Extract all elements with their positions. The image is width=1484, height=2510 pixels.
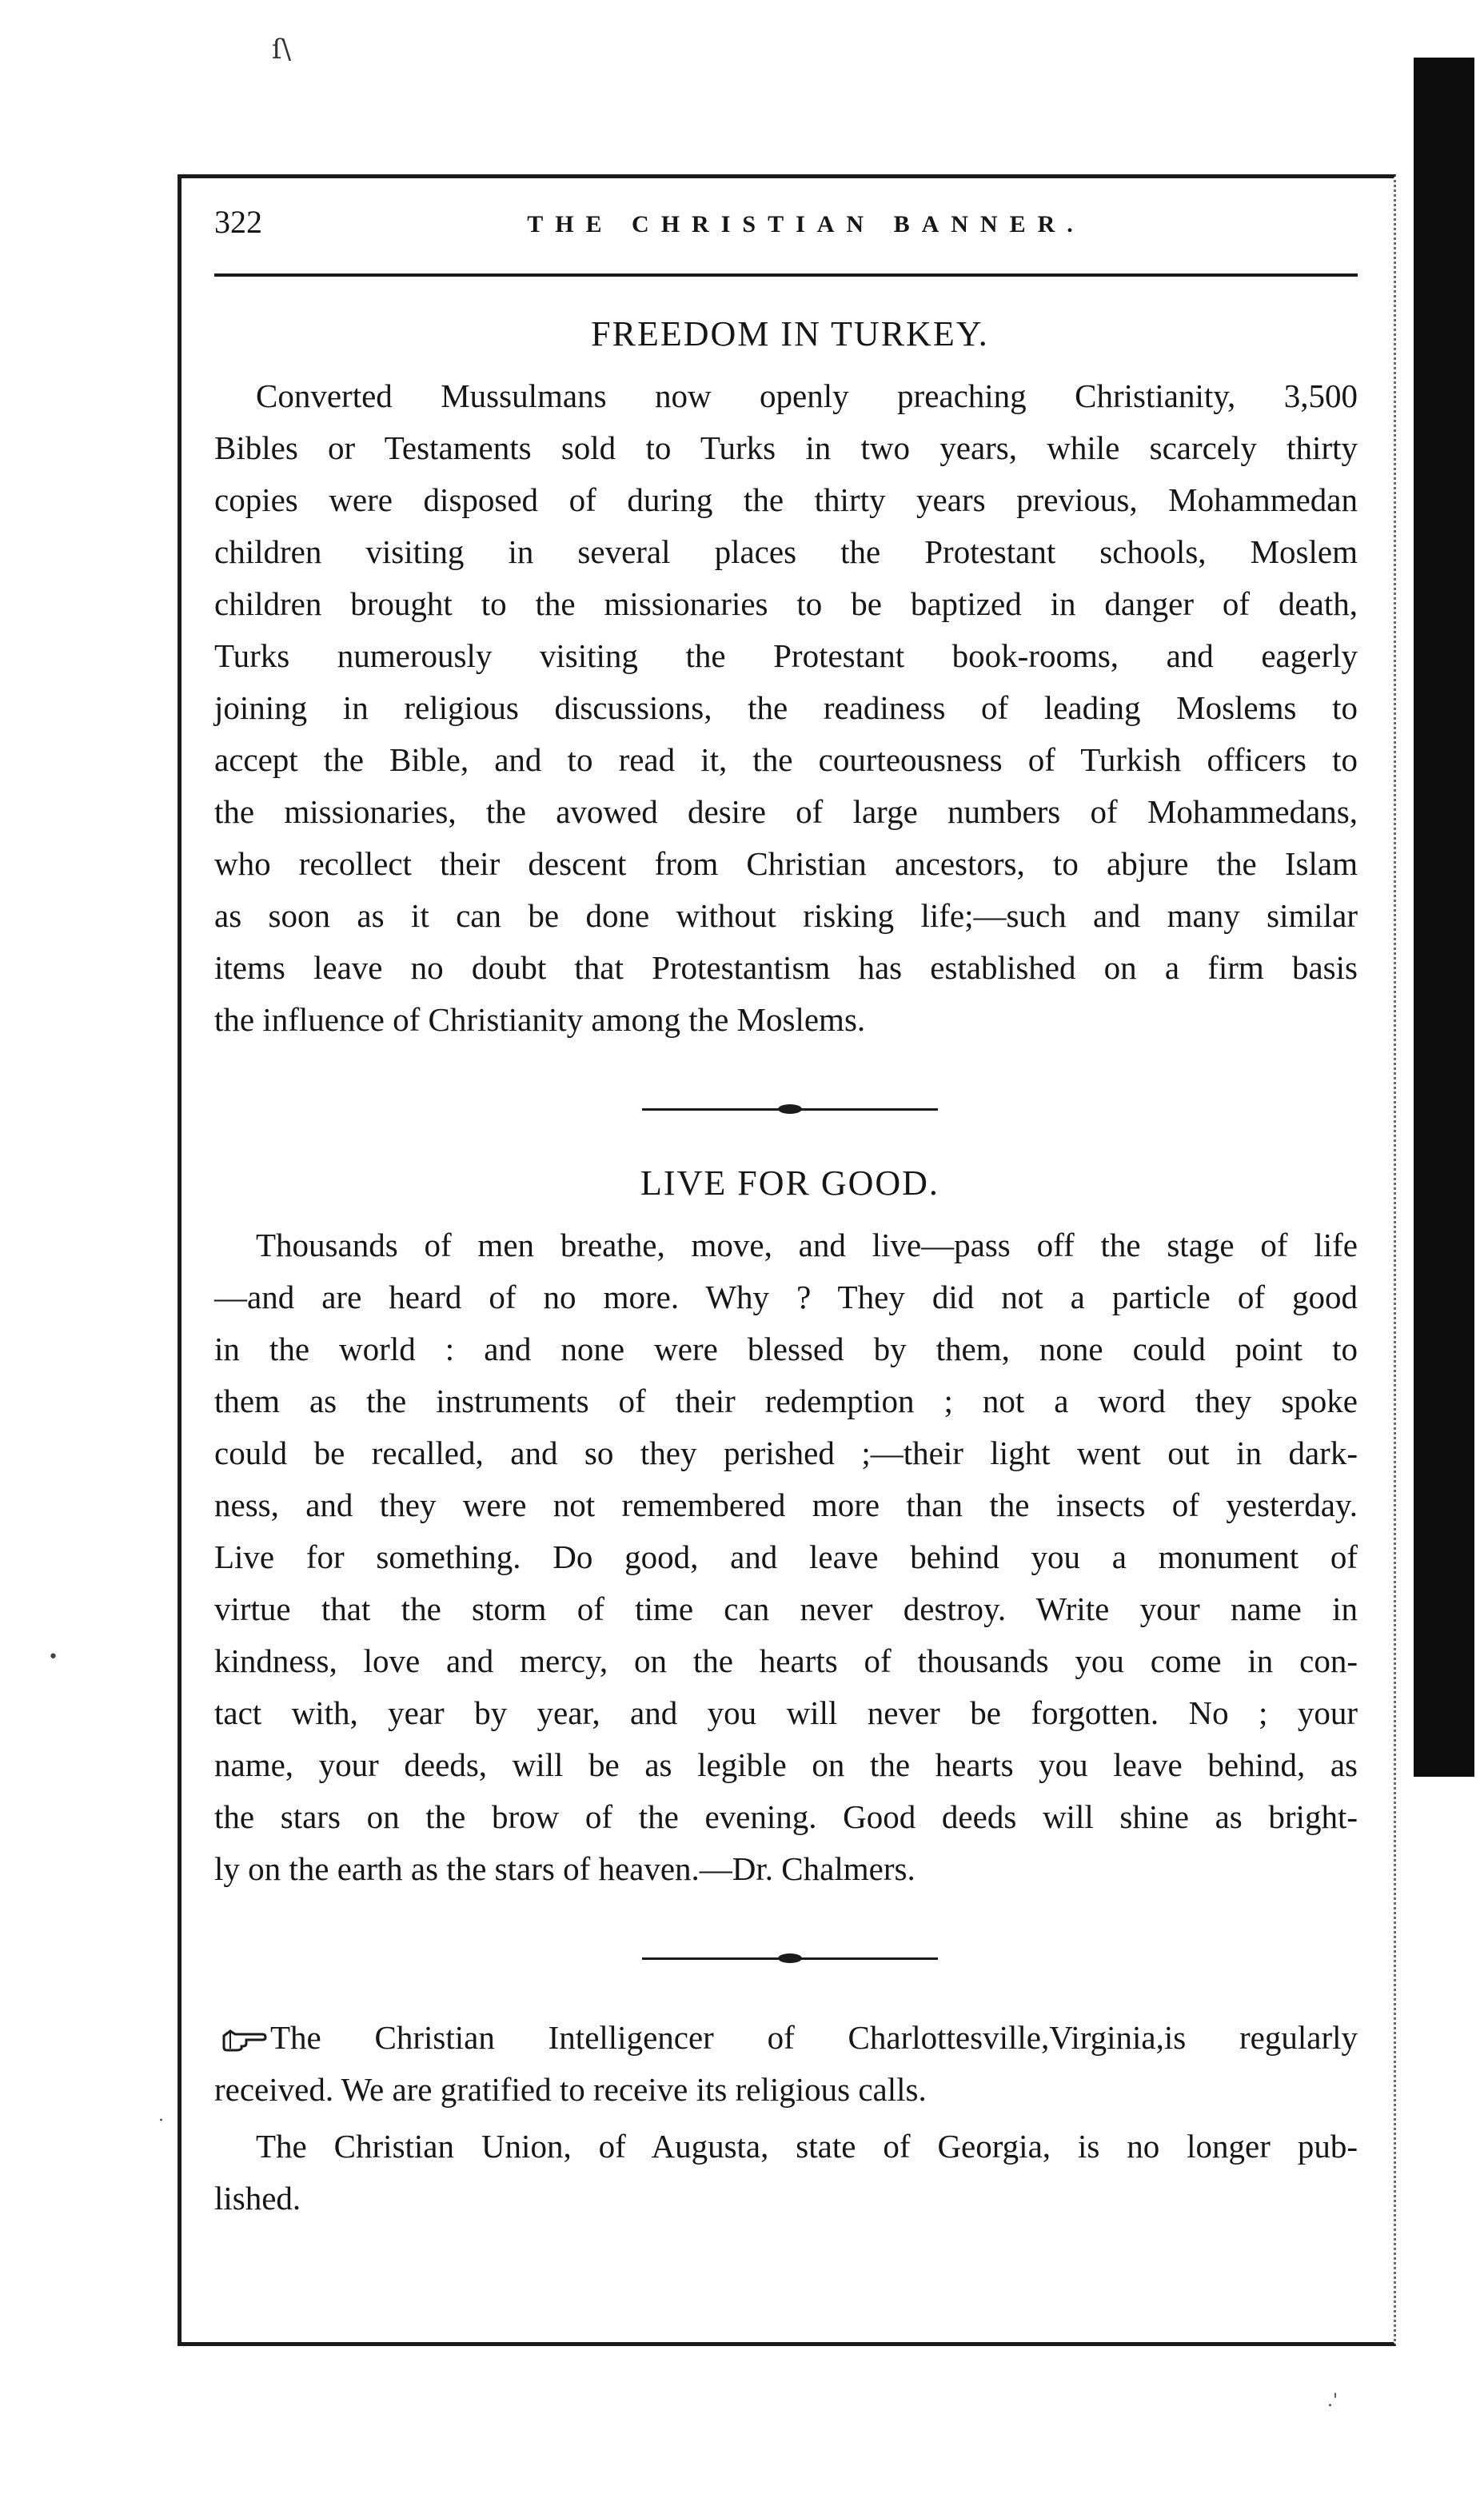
notice-line: The Christian Intelligencer of Charlottesville,Virginia,is regularly: [270, 2019, 1358, 2056]
text-line: The Christian Union, of Augusta, state of Georgia, is no longer pub-: [256, 2128, 1358, 2165]
text-line: kindness, love and mercy, on the hearts of thousands you come in con-: [214, 1642, 1358, 1679]
text-line: received. We are gratified to receive its religious calls.: [214, 2071, 927, 2108]
text-line: ness, and they were not remembered more than the insects of yesterday.: [214, 1486, 1358, 1523]
text-line: the stars on the brow of the evening. Good deeds will shine as bright-: [214, 1798, 1358, 1835]
header-rule: [214, 273, 1358, 277]
text-line: Converted Mussulmans now openly preaching Christianity, 3,500: [256, 377, 1358, 414]
margin-speck: ·: [158, 2111, 164, 2131]
page-header: [214, 195, 1366, 259]
text-line: copies were disposed of during the thirty years previous, Mohammedan: [214, 481, 1358, 518]
divider-ornament: [778, 1953, 802, 1963]
text-line: —and are heard of no more. Why ? They did not a particle of good: [214, 1279, 1358, 1315]
text-line: items leave no doubt that Protestantism has established on a firm basis: [214, 949, 1358, 986]
page-number: 322: [214, 204, 262, 240]
book-spine-shadow: [1414, 58, 1474, 1777]
text-line: children brought to the missionaries to be baptized in danger of death,: [214, 585, 1358, 622]
section-divider: [642, 1953, 938, 1964]
margin-speck: •: [48, 1647, 58, 1667]
page-content: [214, 195, 1366, 2225]
scan-mark: ſ\: [272, 34, 292, 66]
text-line: the missionaries, the avowed desire of large numbers of Mohammedans,: [214, 793, 1358, 830]
text-line: could be recalled, and so they perished ;—their light went out in dark-: [214, 1435, 1358, 1471]
article-title-live-for-good: LIVE FOR GOOD.: [640, 1163, 939, 1203]
notice-christian-intelligencer: [214, 2012, 1358, 2116]
text-line: children visiting in several places the Protestant schools, Moslem: [214, 533, 1358, 570]
text-line: lished.: [214, 2180, 301, 2217]
text-line: virtue that the storm of time can never destroy. Write your name in: [214, 1590, 1358, 1627]
article-body-freedom-in-turkey: [214, 370, 1358, 1046]
text-line: in the world : and none were blessed by them, none could point to: [214, 1331, 1358, 1367]
text-line: tact with, year by year, and you will never be forgotten. No ; your: [214, 1694, 1358, 1731]
text-line: [214, 2012, 1358, 2064]
text-line: joining in religious discussions, the readiness of leading Moslems to: [214, 689, 1358, 726]
text-line: them as the instruments of their redemption ; not a word they spoke: [214, 1383, 1358, 1419]
text-line: accept the Bible, and to read it, the courteousness of Turkish officers to: [214, 741, 1358, 778]
text-line: as soon as it can be done without risking life;—such and many similar: [214, 897, 1358, 934]
pointing-hand-icon: [222, 2028, 267, 2052]
text-line: the influence of Christianity among the Moslems.: [214, 1001, 866, 1038]
text-line: Bibles or Testaments sold to Turks in two years, while scarcely thirty: [214, 429, 1358, 466]
text-line: Live for something. Do good, and leave behind you a monument of: [214, 1538, 1358, 1575]
text-line: who recollect their descent from Christian ancestors, to abjure the Islam: [214, 845, 1358, 882]
text-line: name, your deeds, will be as legible on the hearts you leave behind, as: [214, 1746, 1358, 1783]
article-body-live-for-good: [214, 1219, 1358, 1895]
divider-ornament: [778, 1104, 802, 1114]
text-line: ly on the earth as the stars of heaven.—Dr. Chalmers.: [214, 1850, 916, 1887]
text-line: Turks numerously visiting the Protestant book-rooms, and eagerly: [214, 637, 1358, 674]
article-title-freedom-in-turkey: FREEDOM IN TURKEY.: [591, 314, 989, 353]
running-title: THE CHRISTIAN BANNER.: [527, 211, 1085, 237]
text-line: Thousands of men breathe, move, and live—pass off the stage of life: [256, 1227, 1358, 1263]
notice-christian-union: [214, 2121, 1358, 2225]
section-divider: [642, 1103, 938, 1115]
margin-speck: .': [1327, 2391, 1338, 2411]
